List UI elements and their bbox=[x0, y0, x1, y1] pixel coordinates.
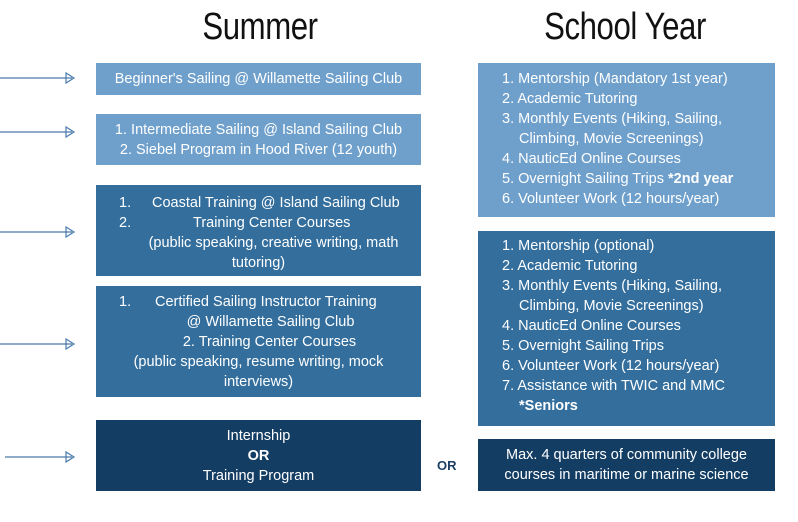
school-box-community-college bbox=[478, 439, 775, 491]
arrow-4 bbox=[0, 337, 80, 351]
school2-item5: 5. Overnight Sailing Trips bbox=[502, 338, 664, 354]
school2-item4: 4. NauticEd Online Courses bbox=[502, 318, 681, 334]
summer-box5-line3: Training Program bbox=[202, 467, 315, 484]
summer-box2-line1: 1. Intermediate Sailing @ Island Sailing Club bbox=[114, 121, 403, 138]
summer-box5-or: OR bbox=[247, 447, 270, 464]
summer-box3-item2: Training Center Courses bbox=[193, 215, 351, 231]
school1-item5-note: *2nd year bbox=[668, 171, 734, 187]
summer-box3-line3: (public speaking, creative writing, math bbox=[148, 235, 399, 251]
summer-box2-line2: 2. Siebel Program in Hood River (12 youth) bbox=[119, 141, 398, 158]
school2-item7-note: *Seniors bbox=[519, 398, 578, 414]
summer-box4-line3: 2. Training Center Courses bbox=[182, 334, 357, 350]
summer-box-instructor bbox=[96, 286, 421, 397]
arrow-2 bbox=[0, 125, 80, 139]
school1-item6: 6. Volunteer Work (12 hours/year) bbox=[502, 191, 720, 207]
school3-line1: Max. 4 quarters of community college bbox=[506, 447, 747, 463]
summer-box-internship bbox=[96, 420, 421, 491]
summer-box5-line1: Internship bbox=[226, 427, 291, 444]
summer-box4-line5: interviews) bbox=[223, 374, 294, 390]
school1-item4: 4. NauticEd Online Courses bbox=[502, 151, 681, 167]
summer-box4-line4: (public speaking, resume writing, mock bbox=[133, 354, 384, 370]
summer-box1-line1: Beginner's Sailing @ Willamette Sailing Club bbox=[114, 71, 403, 87]
summer-box-coastal bbox=[96, 185, 421, 276]
school1-item2: 2. Academic Tutoring bbox=[502, 91, 638, 107]
school2-item3-cont: Climbing, Movie Screenings) bbox=[519, 298, 704, 314]
arrow-5 bbox=[0, 450, 80, 464]
summer-box4-num1: 1. bbox=[119, 294, 132, 310]
school2-item3: 3. Monthly Events (Hiking, Sailing, bbox=[502, 278, 723, 294]
arrow-3 bbox=[0, 225, 80, 239]
school1-item5: 5. Overnight Sailing Trips bbox=[502, 171, 669, 187]
school2-item6: 6. Volunteer Work (12 hours/year) bbox=[502, 358, 720, 374]
school2-item7: 7. Assistance with TWIC and MMC bbox=[502, 378, 725, 394]
school-box-later-years bbox=[478, 231, 775, 426]
school2-item1: 1. Mentorship (optional) bbox=[502, 238, 655, 254]
school-box-first-year bbox=[478, 63, 775, 217]
school1-item3-cont: Climbing, Movie Screenings) bbox=[519, 131, 704, 147]
school2-item2: 2. Academic Tutoring bbox=[502, 258, 638, 274]
heading-summer: Summer bbox=[202, 6, 318, 48]
arrow-1 bbox=[0, 71, 80, 85]
school3-line2: courses in maritime or marine science bbox=[504, 467, 749, 483]
summer-box4-item1: Certified Sailing Instructor Training bbox=[155, 294, 377, 310]
summer-box3-line4: tutoring) bbox=[231, 255, 286, 271]
summer-box4-line2: @ Willamette Sailing Club bbox=[186, 314, 355, 330]
summer-box3-num2: 2. bbox=[119, 215, 132, 231]
summer-box3-item1: Coastal Training @ Island Sailing Club bbox=[152, 195, 400, 211]
summer-box3-num1: 1. bbox=[119, 195, 132, 211]
or-label: OR bbox=[437, 458, 457, 473]
school1-item3: 3. Monthly Events (Hiking, Sailing, bbox=[502, 111, 723, 127]
summer-box-beginner bbox=[96, 63, 421, 95]
school1-item1: 1. Mentorship (Mandatory 1st year) bbox=[502, 71, 728, 87]
summer-box-intermediate bbox=[96, 114, 421, 165]
heading-school-year: School Year bbox=[544, 6, 706, 48]
